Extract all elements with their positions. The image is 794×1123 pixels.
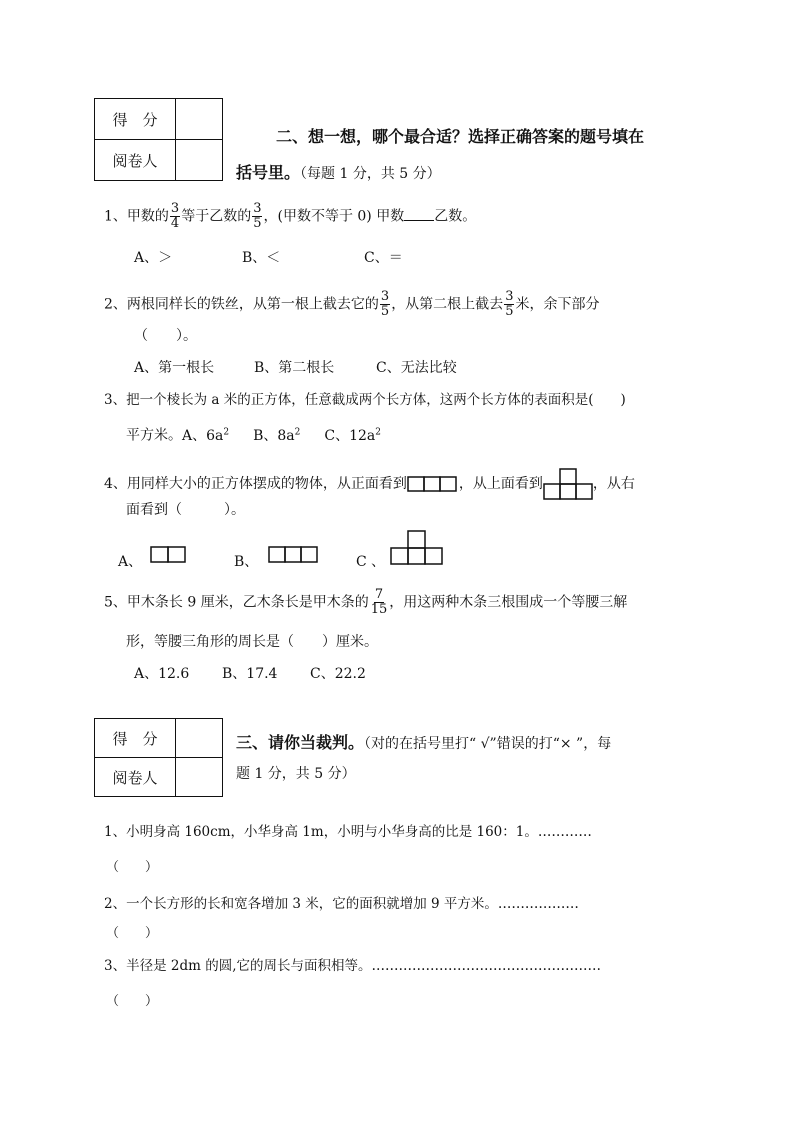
q4-option-c-label[interactable]: C 、 <box>356 554 386 570</box>
q2-option-b[interactable]: B、第二根长 <box>254 360 335 376</box>
section3-title-line1 <box>236 730 611 754</box>
reviewer-cell[interactable] <box>176 758 223 797</box>
q2-option-a[interactable]: A、第一根长 <box>134 360 215 376</box>
q4-option-a-label[interactable]: A、 <box>118 554 143 570</box>
exponent: 2 <box>294 427 301 437</box>
q3-option-c[interactable] <box>324 428 381 444</box>
fraction-denominator: 15 <box>370 602 388 617</box>
section2-title-tail: 括号里。 <box>236 163 301 182</box>
q3-line1: 3、把一个棱长为 a 米的正方体，任意截成两个长方体，这两个长方体的表面积是( ) <box>104 392 626 408</box>
judge-item-2-paren[interactable]: （ ） <box>106 926 159 941</box>
q3-prefix: 平方米。 <box>126 427 182 444</box>
q5-text-2: ，用这两种木条三根围成一个等腰三解 <box>389 594 628 611</box>
fraction-denominator: 5 <box>505 304 514 319</box>
q1-option-c[interactable]: C、＝ <box>364 250 403 266</box>
fraction-denominator: 4 <box>170 216 180 231</box>
q1-text-1: 1、甲数的 <box>104 208 169 225</box>
q4-option-b-label[interactable]: B、 <box>234 554 259 570</box>
q3-option-a[interactable] <box>182 428 229 444</box>
fraction-numerator: 3 <box>380 289 390 304</box>
option-a-two-squares-icon <box>150 546 188 564</box>
option-text: A、6a <box>182 427 224 444</box>
fraction-numerator: 3 <box>170 201 180 216</box>
q1-option-b[interactable]: B、＜ <box>242 250 281 266</box>
q2-answer-paren[interactable]: （ ）。 <box>134 328 197 344</box>
section2-title-line2 <box>236 160 441 184</box>
q5-fraction <box>370 588 389 617</box>
q1-fraction-2 <box>252 202 262 231</box>
score-label: 得 分 <box>95 719 176 758</box>
judge-item-1-paren[interactable]: （ ） <box>106 860 159 875</box>
exponent: 2 <box>375 427 381 437</box>
fraction-numerator: 3 <box>253 201 262 216</box>
q4-line <box>104 468 635 500</box>
q2-text-3: 米，余下部分 <box>515 296 600 313</box>
q5-option-b[interactable]: B、17.4 <box>222 666 278 682</box>
q5-line2[interactable]: 形，等腰三角形的周长是（ ）厘米。 <box>126 634 378 650</box>
score-cell[interactable] <box>176 99 223 140</box>
top-view-stepped-squares-icon <box>543 468 593 500</box>
q5-line <box>104 588 627 617</box>
fraction-denominator: 5 <box>253 216 262 231</box>
q5-option-c[interactable]: C、22.2 <box>310 666 366 682</box>
q3-option-b[interactable] <box>253 428 300 444</box>
section2-title-line1: 二、想一想，哪个最合适？选择正确答案的题号填在 <box>276 127 645 146</box>
front-view-three-squares-icon <box>407 476 459 492</box>
q1-line <box>104 202 476 231</box>
reviewer-label: 阅卷人 <box>95 758 176 797</box>
section2-note: （每题 1 分，共 5 分） <box>300 166 441 182</box>
q5-text-1: 5、甲木条长 9 厘米，乙木条长是甲木条的 <box>104 594 369 611</box>
q1-text-3: ，(甲数不等于 0) 甲数 <box>263 208 405 225</box>
q2-text-1: 2、两根同样长的铁丝，从第一根上截去它的 <box>104 296 379 313</box>
q5-option-a[interactable]: A、12.6 <box>134 666 190 682</box>
score-box-2 <box>94 718 223 797</box>
q4-text-3: ，从右 <box>592 476 635 492</box>
judge-item-2-text: 2、一个长方形的长和宽各增加 3 米，它的面积就增加 9 平方米。……………… <box>104 896 579 912</box>
option-c-stepped-squares-icon <box>390 530 444 566</box>
score-box-1 <box>94 98 223 181</box>
judge-item-1-text: 1、小明身高 160cm，小华身高 1m，小明与小华身高的比是 160：1。………… <box>104 824 592 840</box>
section3-title: 三、请你当裁判。 <box>236 733 365 752</box>
reviewer-label: 阅卷人 <box>95 140 176 181</box>
option-b-three-squares-icon <box>268 546 320 564</box>
q1-answer-blank[interactable] <box>404 206 434 221</box>
q2-line <box>104 290 599 319</box>
section3-note: （对的在括号里打“ √”错误的打“× ”，每 <box>364 736 612 752</box>
option-text: C、12a <box>324 427 376 444</box>
reviewer-cell[interactable] <box>176 140 223 181</box>
q1-text-2: 等于乙数的 <box>181 208 252 225</box>
q3-line2 <box>126 422 381 446</box>
fraction-numerator: 7 <box>374 587 384 602</box>
q2-fraction-1 <box>380 290 390 319</box>
q2-text-2: ，从第二根上截去 <box>391 296 504 313</box>
q2-option-c[interactable]: C、无法比较 <box>376 360 457 376</box>
q4-text-2: ，从上面看到 <box>458 476 543 492</box>
fraction-numerator: 3 <box>505 289 514 304</box>
q2-fraction-2 <box>504 290 514 319</box>
fraction-denominator: 5 <box>380 304 390 319</box>
option-text: B、8a <box>253 427 295 444</box>
judge-item-3-paren[interactable]: （ ） <box>106 994 159 1009</box>
score-label: 得 分 <box>95 99 176 140</box>
q1-option-a[interactable]: A、＞ <box>134 250 173 266</box>
score-cell[interactable] <box>176 719 223 758</box>
exponent: 2 <box>223 427 230 437</box>
judge-item-3-text: 3、半径是 2dm 的圆,它的周长与面积相等。…………………………………………… <box>104 958 601 974</box>
section3-note-line2: 题 1 分，共 5 分） <box>236 766 356 782</box>
q1-text-4: 乙数。 <box>434 208 477 225</box>
q4-text-1: 4、用同样大小的正方体摆成的物体，从正面看到 <box>104 476 407 492</box>
q1-fraction-1 <box>170 202 180 231</box>
q4-line2[interactable]: 面看到（ ）。 <box>126 502 245 518</box>
